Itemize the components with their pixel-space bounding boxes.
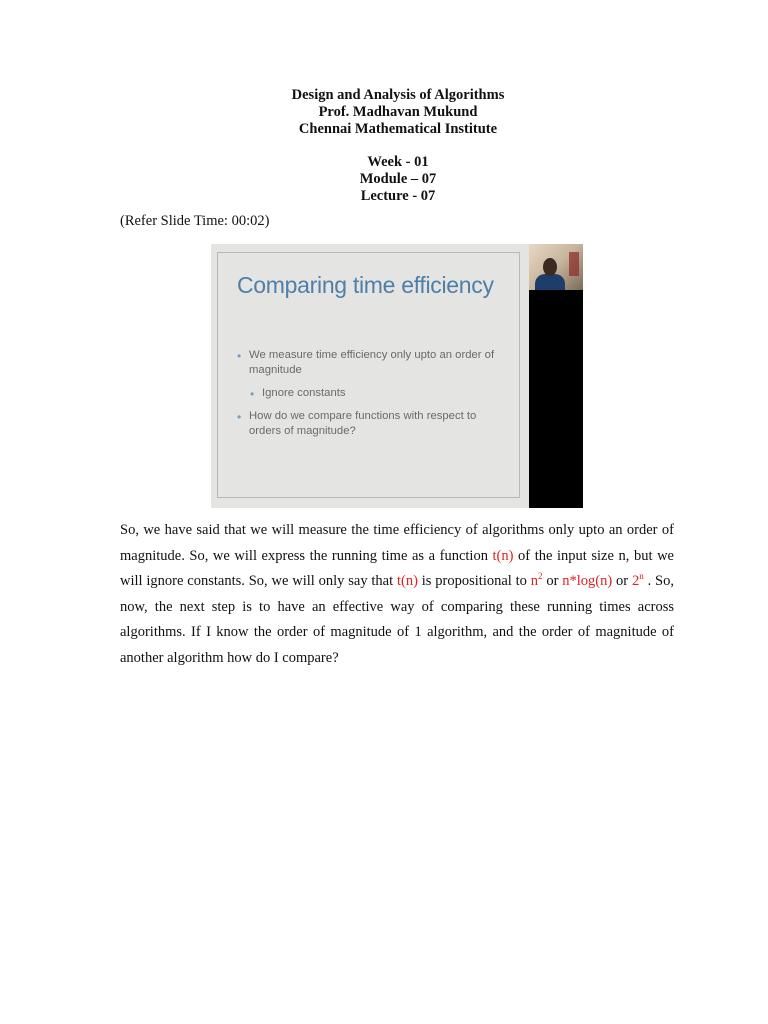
bullet-icon: • (237, 349, 242, 363)
slide-bullet-text: We measure time efficiency only upto an order of magnitude (249, 349, 495, 376)
para-text: or (612, 573, 632, 589)
slide-screenshot (211, 244, 583, 508)
lecture-label: Lecture - 07 (360, 188, 436, 204)
highlight-nlogn: n*log(n) (562, 573, 613, 589)
professor-name: Prof. Madhavan Mukund (318, 104, 478, 120)
para-text: . So, now, the next step is to have an effective way of comparing these running times across algorithms. If I know the order of magnitude of 1 algorithm, and the order of magnitude of another algorithm how do I compare? (120, 573, 674, 666)
highlight-tn: t(n) (492, 547, 514, 564)
week-label: Week - 01 (367, 154, 429, 170)
slide-title: Comparing time efficiency (237, 272, 494, 298)
n-squared-base: n (530, 573, 539, 589)
transcript-paragraph (120, 518, 674, 671)
para-text: or (542, 573, 563, 589)
slide-bullet-text: Ignore constants (262, 387, 346, 399)
highlight-tn: t(n) (397, 573, 418, 589)
para-text: is propositional to (417, 573, 531, 589)
institute-name: Chennai Mathematical Institute (298, 121, 498, 137)
slide-bullet (235, 348, 505, 378)
slide-sub-bullet (248, 386, 505, 401)
slide-bullet-list (235, 348, 505, 447)
refer-slide-time: (Refer Slide Time: 00:02) (120, 213, 270, 229)
highlight-two-to-n (632, 573, 644, 589)
document-header (0, 87, 768, 205)
bullet-icon: • (237, 410, 242, 424)
para-text: of the input size n, but we will ignore constants. So, we will only say that (120, 547, 674, 589)
n-squared-exponent: 2 (538, 571, 543, 581)
webcam-thumbnail (529, 244, 583, 290)
course-title: Design and Analysis of Algorithms (291, 87, 505, 103)
slide-bullet-text: How do we compare functions with respect to orders of magnitude? (249, 410, 477, 437)
webcam-person-body (535, 274, 565, 290)
bullet-icon: • (250, 387, 255, 401)
para-text: So, we have said that we will measure the time efficiency of algorithms only upto an order of magnitude. So, we will express the running time as a function (120, 522, 674, 564)
two-to-n-base: 2 (631, 573, 640, 589)
webcam-person-head (543, 258, 557, 276)
two-to-n-exponent: n (639, 571, 644, 581)
highlight-n-squared (531, 573, 543, 589)
module-label: Module – 07 (359, 171, 437, 187)
webcam-background (569, 252, 579, 276)
slide-bullet (235, 409, 505, 439)
slide (211, 244, 529, 508)
